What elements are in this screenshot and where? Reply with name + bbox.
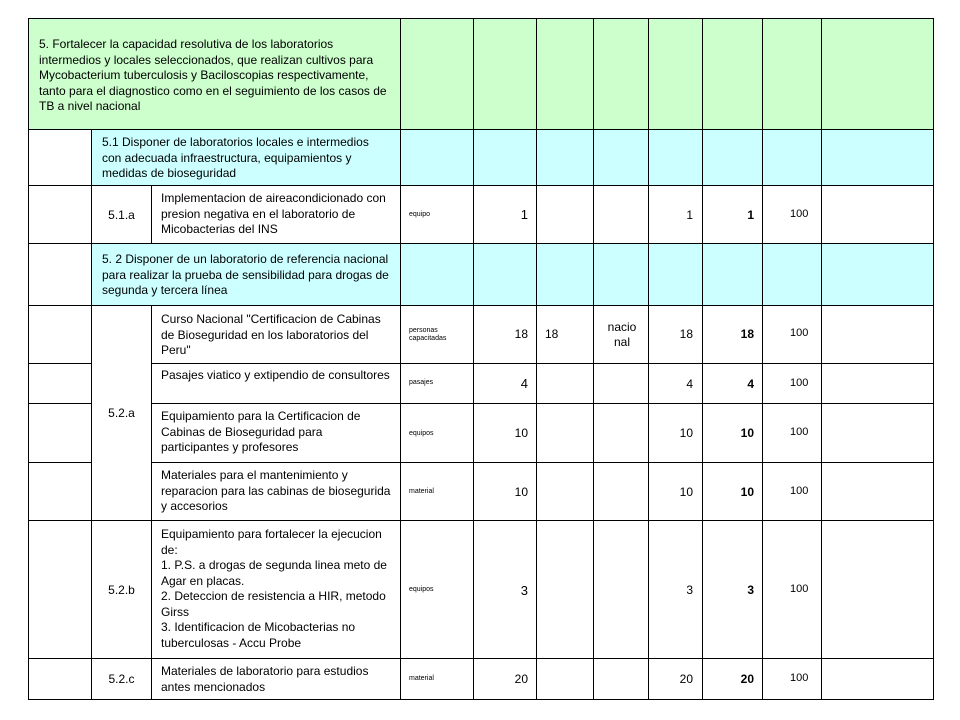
row-code: 5.1.a bbox=[108, 208, 135, 222]
meta2-value: 18 bbox=[545, 327, 559, 341]
meta-cell bbox=[473, 520, 537, 659]
empty-cell bbox=[702, 18, 763, 130]
activity-text: Curso Nacional "Certificacion de Cabinas de Bioseguridad en los laboratorios del Peru" bbox=[161, 312, 381, 357]
empty-cell bbox=[28, 185, 92, 244]
total-value: 10 bbox=[679, 426, 693, 440]
unit-cell bbox=[400, 305, 474, 364]
empty-cell bbox=[473, 129, 537, 186]
pct-cell bbox=[762, 305, 822, 364]
empty-cell bbox=[702, 129, 763, 186]
pct-cell bbox=[762, 363, 822, 404]
unit-text: equipos bbox=[409, 430, 434, 437]
section-cell bbox=[91, 129, 401, 186]
empty-cell bbox=[28, 462, 92, 521]
empty-cell bbox=[821, 18, 934, 130]
empty-cell bbox=[821, 403, 934, 463]
meta-value: 1 bbox=[520, 207, 528, 222]
exec-value: 4 bbox=[747, 377, 754, 391]
unit-text: pasajes bbox=[409, 379, 434, 386]
pct-value: 100 bbox=[790, 327, 809, 339]
total-cell bbox=[648, 305, 703, 364]
row-code: 5.2.c bbox=[108, 672, 135, 686]
empty-cell bbox=[28, 305, 92, 364]
unit-cell bbox=[400, 520, 474, 659]
empty-cell bbox=[400, 18, 474, 130]
total-cell bbox=[648, 363, 703, 404]
empty-cell bbox=[821, 658, 934, 700]
empty-cell bbox=[821, 129, 934, 186]
total-cell bbox=[648, 185, 703, 244]
code-cell bbox=[91, 658, 152, 700]
empty-cell bbox=[593, 462, 649, 521]
pct-cell bbox=[762, 658, 822, 700]
exec-value: 10 bbox=[740, 485, 754, 499]
empty-cell bbox=[28, 243, 92, 306]
meta-value: 10 bbox=[514, 485, 528, 499]
empty-cell bbox=[536, 520, 594, 659]
total-value: 4 bbox=[686, 377, 693, 391]
activity-text: Materiales para el mantenimiento y reparacion para las cabinas de biosegurida y accesorios bbox=[161, 468, 391, 513]
meta-value: 10 bbox=[514, 426, 528, 440]
empty-cell bbox=[593, 520, 649, 659]
empty-cell bbox=[400, 129, 474, 186]
empty-cell bbox=[821, 243, 934, 306]
unit-cell bbox=[400, 185, 474, 244]
activity-cell bbox=[151, 520, 401, 659]
total-value: 10 bbox=[679, 485, 693, 499]
exec-value: 1 bbox=[747, 208, 754, 222]
unit-cell bbox=[400, 363, 474, 404]
pct-value: 100 bbox=[790, 208, 809, 220]
unit-text: equipos bbox=[409, 586, 434, 593]
section-cell bbox=[91, 243, 401, 306]
total-cell bbox=[648, 462, 703, 521]
empty-cell bbox=[821, 305, 934, 364]
empty-cell bbox=[536, 243, 594, 306]
activity-text: Equipamiento para fortalecer la ejecucion de: 1. P.S. a drogas de segunda linea meto de Agar en placas. 2. Deteccion de resistencia a HIR, metodo Girss 3. Identificacion de Micobacterias no tuberculosas - Accu Probe bbox=[161, 527, 387, 650]
exec-cell bbox=[702, 520, 763, 659]
exec-cell bbox=[702, 363, 763, 404]
empty-cell bbox=[473, 243, 537, 306]
meta-cell bbox=[473, 462, 537, 521]
activity-cell bbox=[151, 185, 401, 244]
empty-cell bbox=[593, 185, 649, 244]
meta-cell bbox=[473, 403, 537, 463]
unit-cell bbox=[400, 462, 474, 521]
empty-cell bbox=[821, 185, 934, 244]
empty-cell bbox=[702, 243, 763, 306]
total-value: 1 bbox=[686, 208, 693, 222]
empty-cell bbox=[648, 18, 703, 130]
exec-value: 10 bbox=[740, 426, 754, 440]
meta-value: 4 bbox=[520, 376, 528, 391]
ambito-cell bbox=[593, 305, 649, 364]
activity-cell bbox=[151, 305, 401, 364]
total-value: 20 bbox=[679, 672, 693, 686]
pct-cell bbox=[762, 462, 822, 521]
empty-cell bbox=[536, 363, 594, 404]
total-value: 18 bbox=[679, 327, 693, 341]
meta-cell bbox=[473, 305, 537, 364]
meta-value: 18 bbox=[514, 327, 528, 341]
empty-cell bbox=[28, 129, 92, 186]
row-code: 5.2.b bbox=[108, 583, 135, 597]
activity-cell bbox=[151, 462, 401, 521]
pct-cell bbox=[762, 185, 822, 244]
pct-value: 100 bbox=[790, 672, 809, 684]
code-cell bbox=[91, 305, 152, 521]
total-cell bbox=[648, 403, 703, 463]
pct-cell bbox=[762, 520, 822, 659]
exec-cell bbox=[702, 658, 763, 700]
code-cell bbox=[91, 520, 152, 659]
empty-cell bbox=[762, 243, 822, 306]
activity-text: Implementacion de aireacondicionado con presion negativa en el laboratorio de Micobacterias del INS bbox=[161, 191, 386, 236]
empty-cell bbox=[821, 520, 934, 659]
activity-cell bbox=[151, 363, 401, 404]
objective-cell bbox=[28, 18, 401, 130]
meta-cell bbox=[473, 363, 537, 404]
pct-cell bbox=[762, 403, 822, 463]
empty-cell bbox=[821, 462, 934, 521]
empty-cell bbox=[593, 129, 649, 186]
activity-text: Materiales de laboratorio para estudios antes mencionados bbox=[161, 664, 369, 694]
total-value: 3 bbox=[686, 583, 693, 597]
empty-cell bbox=[28, 363, 92, 404]
empty-cell bbox=[593, 403, 649, 463]
exec-value: 18 bbox=[740, 327, 754, 341]
exec-value: 3 bbox=[747, 583, 754, 597]
meta-cell bbox=[473, 185, 537, 244]
empty-cell bbox=[536, 403, 594, 463]
meta-value: 3 bbox=[520, 583, 528, 598]
empty-cell bbox=[648, 243, 703, 306]
meta-value: 20 bbox=[514, 672, 528, 686]
empty-cell bbox=[648, 129, 703, 186]
pct-value: 100 bbox=[790, 377, 809, 389]
empty-cell bbox=[762, 18, 822, 130]
objective-text: 5. Fortalecer la capacidad resolutiva de los laboratorios intermedios y locales seleccionados, que realizan cultivos para Mycobacterium tuberculosis y Baciloscopias respectivamente, tanto para el diagnostico como en el seguimiento de los casos de TB a nivel nacional bbox=[39, 37, 387, 113]
empty-cell bbox=[473, 18, 537, 130]
empty-cell bbox=[536, 18, 594, 130]
empty-cell bbox=[536, 658, 594, 700]
unit-text: personas capacitadas bbox=[409, 327, 447, 342]
empty-cell bbox=[593, 658, 649, 700]
unit-cell bbox=[400, 658, 474, 700]
empty-cell bbox=[28, 658, 92, 700]
unit-text: equipo bbox=[409, 211, 431, 218]
empty-cell bbox=[28, 520, 92, 659]
meta2-cell bbox=[536, 305, 594, 364]
empty-cell bbox=[536, 129, 594, 186]
code-cell bbox=[91, 185, 152, 244]
exec-value: 20 bbox=[740, 672, 754, 686]
empty-cell bbox=[28, 403, 92, 463]
section-5-1-text: 5.1 Disponer de laboratorios locales e intermedios con adecuada infraestructura, equipamientos y medidas de bioseguridad bbox=[102, 135, 369, 180]
total-cell bbox=[648, 520, 703, 659]
empty-cell bbox=[536, 462, 594, 521]
unit-text: material bbox=[409, 675, 434, 682]
pct-value: 100 bbox=[790, 426, 809, 438]
unit-text: material bbox=[409, 488, 434, 495]
activity-cell bbox=[151, 658, 401, 700]
empty-cell bbox=[536, 185, 594, 244]
empty-cell bbox=[762, 129, 822, 186]
activity-text: Pasajes viatico y extipendio de consultores bbox=[161, 368, 390, 382]
exec-cell bbox=[702, 462, 763, 521]
row-code: 5.2.a bbox=[108, 406, 135, 420]
total-cell bbox=[648, 658, 703, 700]
exec-cell bbox=[702, 403, 763, 463]
empty-cell bbox=[400, 243, 474, 306]
unit-cell bbox=[400, 403, 474, 463]
empty-cell bbox=[821, 363, 934, 404]
pct-value: 100 bbox=[790, 485, 809, 497]
exec-cell bbox=[702, 305, 763, 364]
activity-text: Equipamiento para la Certificacion de Cabinas de Bioseguridad para participantes y profesores bbox=[161, 409, 361, 454]
activity-cell bbox=[151, 403, 401, 463]
exec-cell bbox=[702, 185, 763, 244]
meta-cell bbox=[473, 658, 537, 700]
empty-cell bbox=[593, 363, 649, 404]
pct-value: 100 bbox=[790, 583, 809, 595]
empty-cell bbox=[593, 243, 649, 306]
section-5-2-text: 5. 2 Disponer de un laboratorio de referencia nacional para realizar la prueba de sensibilidad para drogas de segunda y tercera línea bbox=[102, 252, 389, 297]
ambito-value: nacio nal bbox=[607, 320, 637, 349]
empty-cell bbox=[593, 18, 649, 130]
